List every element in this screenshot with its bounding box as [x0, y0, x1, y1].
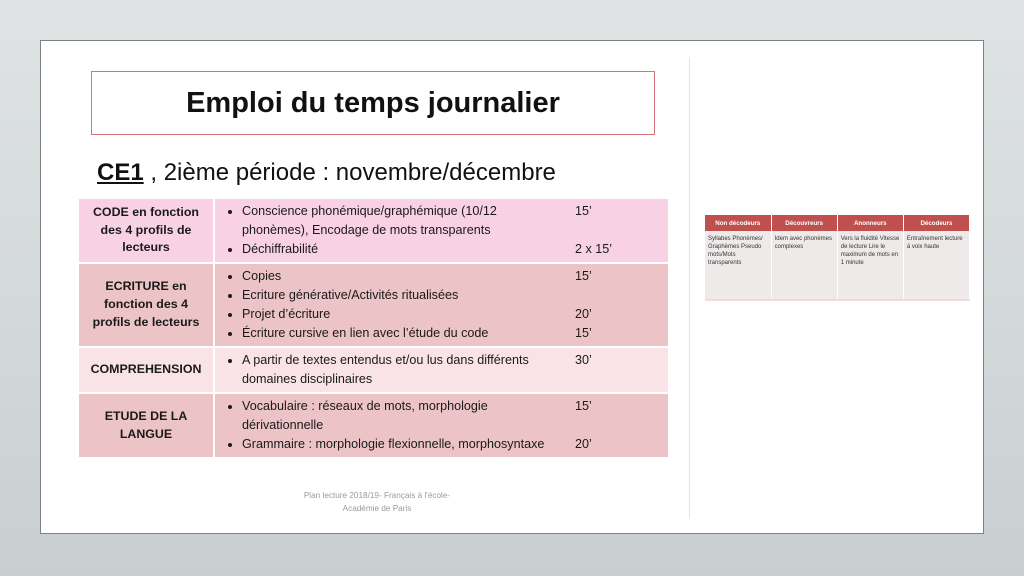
table-row [705, 231, 970, 300]
list-item: • Grammaire : morphologie flexionnelle, morphosyntaxe [242, 435, 561, 454]
list-item: • Conscience phonémique/graphémique (10/12 phonèmes), Encodage de mots transparents [242, 202, 561, 240]
slide [40, 40, 984, 534]
duration: 20’ [575, 437, 592, 451]
schedule-table [79, 199, 668, 459]
subtitle [97, 159, 556, 187]
list-item: • Écriture cursive en lien avec l’étude du code [242, 324, 561, 343]
profile-cell: Entraînement lecture à voix haute [903, 231, 969, 300]
duration: 15’ [575, 204, 592, 218]
table-row [79, 347, 668, 393]
list-item: • Projet d’écriture [242, 305, 561, 324]
footer-credit [277, 489, 477, 515]
profile-header: Décodeurs [903, 215, 969, 231]
subtitle-level: CE1 [97, 159, 144, 186]
table-row [79, 393, 668, 458]
profile-cell: Vers la fluidité Vitesse de lecture Lire le maximum de mots en 1 minute [837, 231, 903, 300]
profile-header: Anonneurs [837, 215, 903, 231]
reader-profiles-table [705, 215, 970, 301]
list-item: • Copies [242, 267, 561, 286]
list-item: • Vocabulaire : réseaux de mots, morphologie dérivationnelle [242, 397, 561, 435]
subtitle-period: , 2ième période : novembre/décembre [143, 159, 556, 186]
list-item: • Ecriture générative/Activités ritualisées [242, 286, 561, 305]
footer-line: Académie de Paris [342, 504, 412, 513]
category-ecriture: ECRITURE en fonction des 4 profils de lecteurs [79, 263, 214, 347]
table-row [79, 199, 668, 263]
profile-header: Découvreurs [771, 215, 837, 231]
table-header-row [705, 215, 970, 231]
profile-header: Non décodeurs [705, 215, 771, 231]
category-etude-langue: ETUDE DE LA LANGUE [79, 393, 214, 458]
title-box [91, 71, 655, 135]
profile-cell: Idem avec phonèmes complexes [771, 231, 837, 300]
duration: 15’ [575, 326, 592, 340]
duration: 30’ [575, 353, 592, 367]
category-code: CODE en fonction des 4 profils de lecteurs [79, 199, 214, 263]
duration: 20’ [575, 307, 592, 321]
list-item: • Déchiffrabilité [242, 240, 561, 259]
list-item: • A partir de textes entendus et/ou lus dans différents domaines disciplinaires [242, 351, 561, 389]
category-comprehension: COMPREHENSION [79, 347, 214, 393]
table-row [79, 263, 668, 347]
duration: 15’ [575, 269, 592, 283]
footer-line: Plan lecture 2018/19- Français à l'école- [303, 491, 451, 500]
page-title: Emploi du temps journalier [186, 86, 560, 119]
duration: 2 x 15’ [575, 242, 613, 256]
duration: 15’ [575, 399, 592, 413]
profile-cell: Syllabes Phonèmes/ Graphèmes Pseudo mots/Mots transparents [705, 231, 771, 300]
vertical-divider [689, 57, 690, 519]
